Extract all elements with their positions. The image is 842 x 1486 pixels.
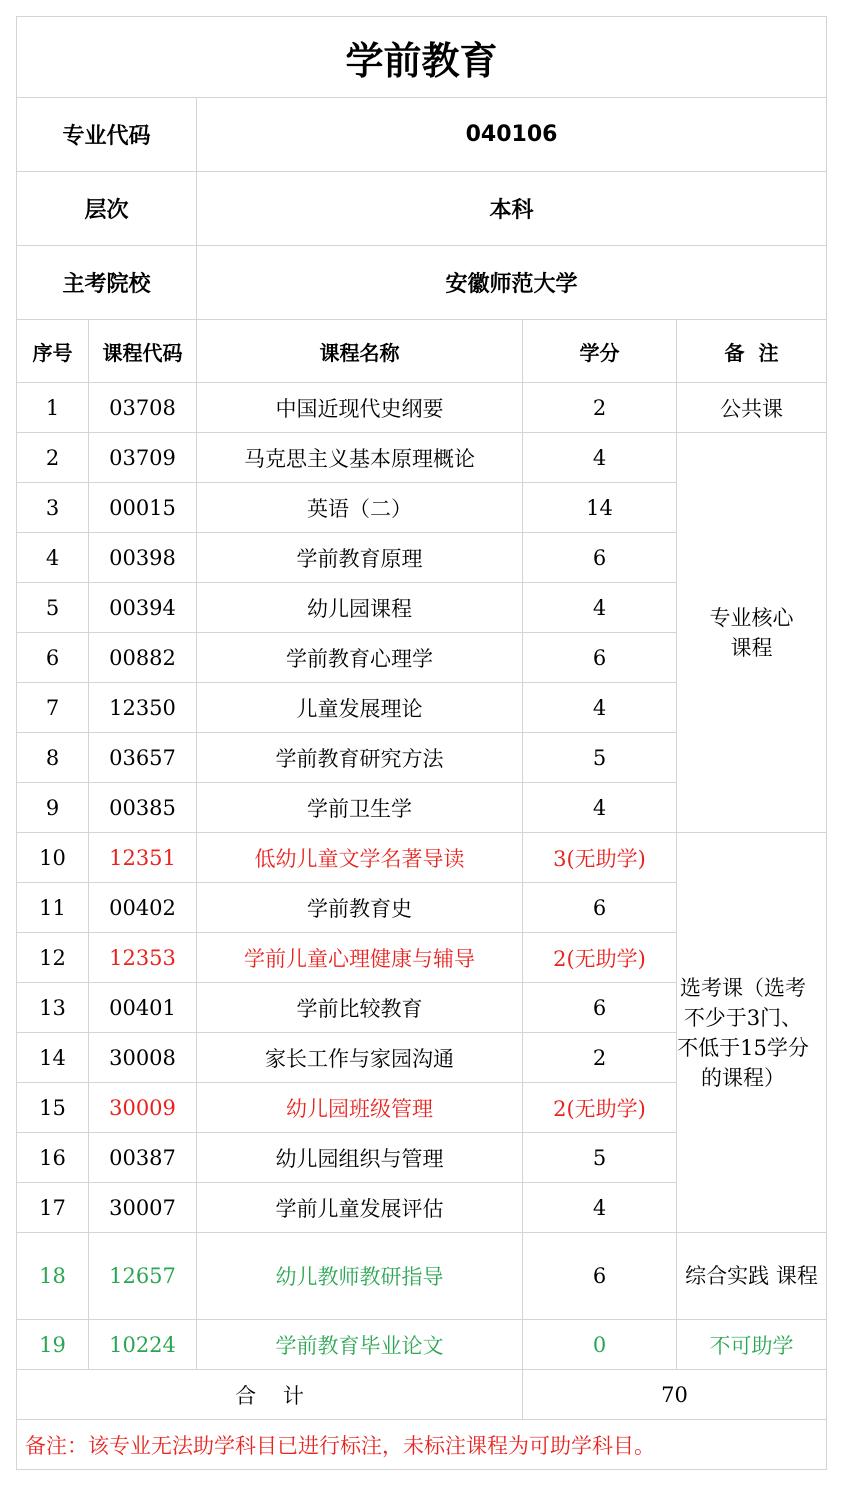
course-credit: 5 — [523, 733, 677, 783]
course-code: 00015 — [89, 483, 197, 533]
course-credit: 6 — [523, 883, 677, 933]
course-code: 30008 — [89, 1033, 197, 1083]
course-seq: 3 — [17, 483, 89, 533]
course-seq: 5 — [17, 583, 89, 633]
course-code: 00402 — [89, 883, 197, 933]
header-credit: 学分 — [523, 320, 677, 383]
course-credit: 5 — [523, 1133, 677, 1183]
curriculum-table — [16, 16, 827, 1470]
course-name: 幼儿园组织与管理 — [197, 1133, 523, 1183]
course-name: 学前卫生学 — [197, 783, 523, 833]
course-name: 低幼儿童文学名著导读 — [197, 833, 523, 883]
course-name: 中国近现代史纲要 — [197, 383, 523, 433]
major-code-label: 专业代码 — [17, 98, 197, 172]
note-core-text: 专业核心课程 — [709, 605, 794, 660]
course-credit: 4 — [523, 1183, 677, 1233]
course-credit: 6 — [523, 983, 677, 1033]
course-code: 00385 — [89, 783, 197, 833]
table-row — [17, 1320, 827, 1370]
table-row — [17, 833, 827, 883]
course-name: 幼儿教师教研指导 — [197, 1233, 523, 1320]
course-code: 03708 — [89, 383, 197, 433]
course-seq: 4 — [17, 533, 89, 583]
footer-note: 备注：该专业无法助学科目已进行标注，未标注课程为可助学科目。 — [17, 1420, 827, 1470]
header-note: 备 注 — [677, 320, 827, 383]
level-value: 本科 — [197, 172, 827, 246]
course-credit: 4 — [523, 783, 677, 833]
course-code: 03657 — [89, 733, 197, 783]
course-name: 学前教育毕业论文 — [197, 1320, 523, 1370]
note-no-assist: 不可助学 — [677, 1320, 827, 1370]
course-seq: 9 — [17, 783, 89, 833]
total-label: 合 计 — [17, 1370, 523, 1420]
course-name: 学前比较教育 — [197, 983, 523, 1033]
total-row — [17, 1370, 827, 1420]
note-core — [677, 433, 827, 833]
course-code: 12350 — [89, 683, 197, 733]
course-code: 30007 — [89, 1183, 197, 1233]
course-name: 学前儿童发展评估 — [197, 1183, 523, 1233]
header-code: 课程代码 — [89, 320, 197, 383]
course-code: 00394 — [89, 583, 197, 633]
course-name: 幼儿园班级管理 — [197, 1083, 523, 1133]
course-code: 00398 — [89, 533, 197, 583]
note-elective-text: 选考课（选考不少于3门、不低于15学分的课程） — [677, 975, 809, 1090]
course-name: 学前教育史 — [197, 883, 523, 933]
note-public: 公共课 — [677, 383, 827, 433]
header-seq: 序号 — [17, 320, 89, 383]
course-credit: 6 — [523, 633, 677, 683]
course-credit: 0 — [523, 1320, 677, 1370]
note-elective — [677, 833, 827, 1233]
course-name: 英语（二） — [197, 483, 523, 533]
course-credit: 2(无助学) — [523, 1083, 677, 1133]
course-credit: 3(无助学) — [523, 833, 677, 883]
course-seq: 17 — [17, 1183, 89, 1233]
table-row — [17, 1233, 827, 1320]
course-seq: 14 — [17, 1033, 89, 1083]
course-seq: 1 — [17, 383, 89, 433]
course-credit: 14 — [523, 483, 677, 533]
course-seq: 12 — [17, 933, 89, 983]
course-name: 学前教育原理 — [197, 533, 523, 583]
course-credit: 6 — [523, 1233, 677, 1320]
course-seq: 13 — [17, 983, 89, 1033]
school-label: 主考院校 — [17, 246, 197, 320]
course-credit: 2 — [523, 1033, 677, 1083]
course-seq: 16 — [17, 1133, 89, 1183]
course-name: 学前儿童心理健康与辅导 — [197, 933, 523, 983]
note-practice: 综合实践 课程 — [677, 1233, 827, 1320]
course-name: 儿童发展理论 — [197, 683, 523, 733]
school-value: 安徽师范大学 — [197, 246, 827, 320]
course-name: 家长工作与家园沟通 — [197, 1033, 523, 1083]
course-credit: 4 — [523, 433, 677, 483]
course-credit: 4 — [523, 583, 677, 633]
course-seq: 8 — [17, 733, 89, 783]
course-code: 00387 — [89, 1133, 197, 1183]
course-code: 30009 — [89, 1083, 197, 1133]
course-credit: 2 — [523, 383, 677, 433]
course-name: 马克思主义基本原理概论 — [197, 433, 523, 483]
page-title: 学前教育 — [17, 17, 827, 98]
header-name: 课程名称 — [197, 320, 523, 383]
course-name: 幼儿园课程 — [197, 583, 523, 633]
course-credit: 2(无助学) — [523, 933, 677, 983]
level-label: 层次 — [17, 172, 197, 246]
course-seq: 11 — [17, 883, 89, 933]
course-code: 03709 — [89, 433, 197, 483]
course-code: 00882 — [89, 633, 197, 683]
major-code-value: 040106 — [197, 98, 827, 172]
course-code: 00401 — [89, 983, 197, 1033]
course-seq: 15 — [17, 1083, 89, 1133]
course-seq: 6 — [17, 633, 89, 683]
course-code: 12351 — [89, 833, 197, 883]
course-name: 学前教育研究方法 — [197, 733, 523, 783]
course-seq: 18 — [17, 1233, 89, 1320]
course-code: 10224 — [89, 1320, 197, 1370]
table-row — [17, 433, 827, 483]
course-seq: 7 — [17, 683, 89, 733]
course-credit: 4 — [523, 683, 677, 733]
total-value: 70 — [523, 1370, 827, 1420]
course-seq: 2 — [17, 433, 89, 483]
course-code: 12657 — [89, 1233, 197, 1320]
course-seq: 10 — [17, 833, 89, 883]
course-code: 12353 — [89, 933, 197, 983]
table-row — [17, 383, 827, 433]
course-name: 学前教育心理学 — [197, 633, 523, 683]
course-seq: 19 — [17, 1320, 89, 1370]
course-credit: 6 — [523, 533, 677, 583]
